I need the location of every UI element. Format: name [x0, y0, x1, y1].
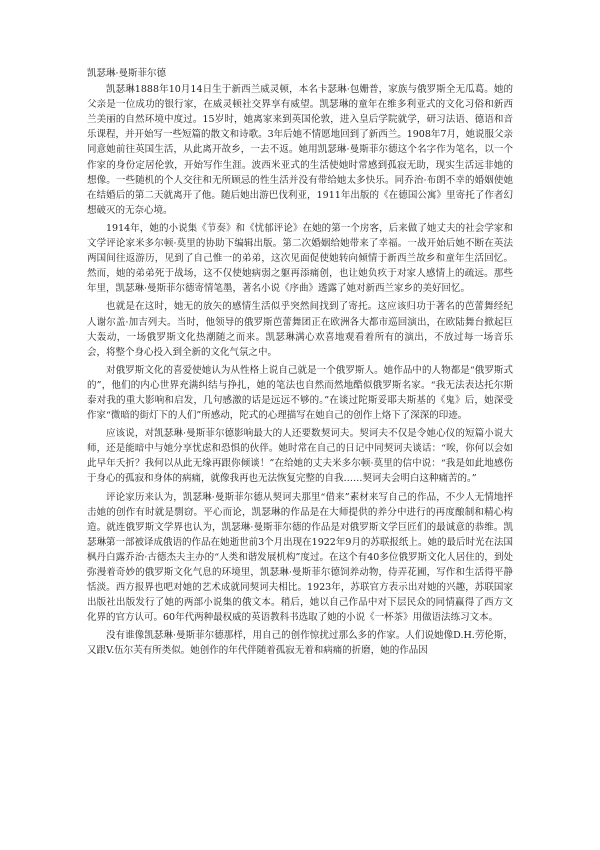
paragraph: 1914年，她的小说集《节奏》和《忧郁评论》在她的第一个房客，后来做了她丈夫的社会学家和文学评论家米多尔顿·莫里的协助下编辑出版。第二次婚姻给她带来了幸福。一战开始后她不断在英法两国间往返游历，见到了自己惟一的弟弟，这次见面促使她转向倾情于新西兰故乡和童年生活回忆。然而，她的弟弟死于战场，这不仅使她病弱之躯再添痛创，也让她负疚于对家人感情上的疏远。那些年里，凯瑟琳·曼斯菲尔德寄情笔墨，著名小说《序曲》透露了她对新西兰家乡的美好回忆。 [87, 222, 513, 295]
paragraph: 评论家历来认为，凯瑟琳·曼斯菲尔德从契诃夫那里“借来”素材来写自己的作品，不少人无情地抨击她的创作有时就是剽窃。平心而论，凯瑟琳的作品是在大师提供的养分中进行的再度酿制和精心构造。就连俄罗斯文学界也认为，凯瑟琳·曼斯菲尔德的作品是对俄罗斯文学巨匠们的最诚意的恭维。凯瑟琳第一部被译成俄语的作品在她逝世前3个月出现在1922年9月的苏联报纸上。她的最后时光在法国枫丹白露乔治·古德杰夫主办的“人类和谐发展机构”度过。在这个有40多位俄罗斯文化人居住的，到处弥漫着奇妙的俄罗斯文化气息的环境里，凯瑟琳·曼斯菲尔德饲养动物，侍弄花圃，写作和生活得平静恬淡。西方报界也吧对她的艺术成就同契诃夫相比。1923年，苏联官方表示出对她的兴趣，苏联国家出版社出版发行了她的两部小说集的俄文本。稍后，她以自己作品中对下层民众的同情赢得了西方文化界的官方认可。60年代两种最权威的英语教科书选取了她的小说《一杯茶》用做语法练习文本。 [87, 491, 513, 624]
document-title: 凯瑟琳·曼斯菲尔德 [87, 68, 167, 79]
paragraph: 凯瑟琳1888年10月14日生于新西兰威灵顿，本名卡瑟琳·包姗普，家族与俄罗斯全无瓜葛。她的父亲是一位成功的银行家，在威灵顿社交界享有威望。凯瑟琳的童年在维多利亚式的文化习俗和新西兰美丽的自然环境中度过。15岁时，她离家来到英国伦敦，进入皇后学院就学，研习法语、德语和音乐课程，并开始写一些短篇的散文和诗歌。3年后她不情愿地回到了新西兰。1908年7月，她说服父亲同意她前往英国生活，从此离开故乡，一去不返。她用凯瑟琳·曼斯菲尔德这个名字作为笔名，以一个作家的身份定居伦敦，开始写作生涯。波西米亚式的生活使她时常感到孤寂无助，现实生活远非她的想像。一些随机的个人交往和无所顾忌的性生活并没有带给她太多快乐。同乔治·布朗不幸的婚姻使她在结婚后的第二天就离开了他。随后她出游巴伐利亚，1911年出版的《在德国公寓》里寄托了作者幻想破灭的无奈心境。 [87, 84, 513, 216]
paragraph: 应该说，对凯瑟琳·曼斯菲尔德影响最大的人还要数契诃夫。契诃夫不仅是令她心仪的短篇小说大师，还是能暗中与她分享忧虑和恐惧的伙伴。她时常在自己的日记中同契诃夫谈话：“唉，你何以会如此早年夭折？我何以从此无缘再跟你倾谈！”在给她的丈夫米多尔顿·莫里的信中说：“我是如此地感伤于身心的孤寂和身体的病痛，就像我再也无法恢复完整的自我……契诃夫会明白这种痛苦的。” [87, 428, 513, 485]
paragraph: 没有谁像凯瑟琳·曼斯菲尔德那样，用自己的创作惊扰过那么多的作家。人们说她像D.H.劳伦斯，又跟V.伍尔芙有所类似。她创作的年代伴随着孤寂无着和病痛的折磨，她的作品因 [87, 630, 513, 657]
paragraph: 对俄罗斯文化的喜爱使她认为从性格上说自己就是一个俄罗斯人。她作品中的人物都是“俄罗斯式的”，他们的内心世界充满纠结与挣扎，她的笔法也自然而然地酷似俄罗斯名家。“我无法表达托尔斯泰对我的重大影响和启发，几句感激的话是远远不够的。”在谈过陀斯妥耶夫斯基的《鬼》后，她深受作家“微暗的街灯下的人们”所感动，陀式的心理描写在她自己的创作上烙下了深深的印迹。 [87, 364, 513, 422]
document-page [87, 66, 513, 662]
paragraph: 也就是在这时，她无的放矢的感情生活似乎突然间找到了寄托。这应该归功于著名的芭蕾舞经纪人谢尔盖·加吉列夫。当时，他领导的俄罗斯芭蕾舞团正在欧洲各大都市巡回演出，在欧陆舞台掀起巨大轰动，一场俄罗斯文化热潮随之而来。凯瑟琳满心欢喜地观看着所有的演出，不放过每一场音乐会，将整个身心投入到全新的文化气氛之中。 [87, 301, 513, 358]
